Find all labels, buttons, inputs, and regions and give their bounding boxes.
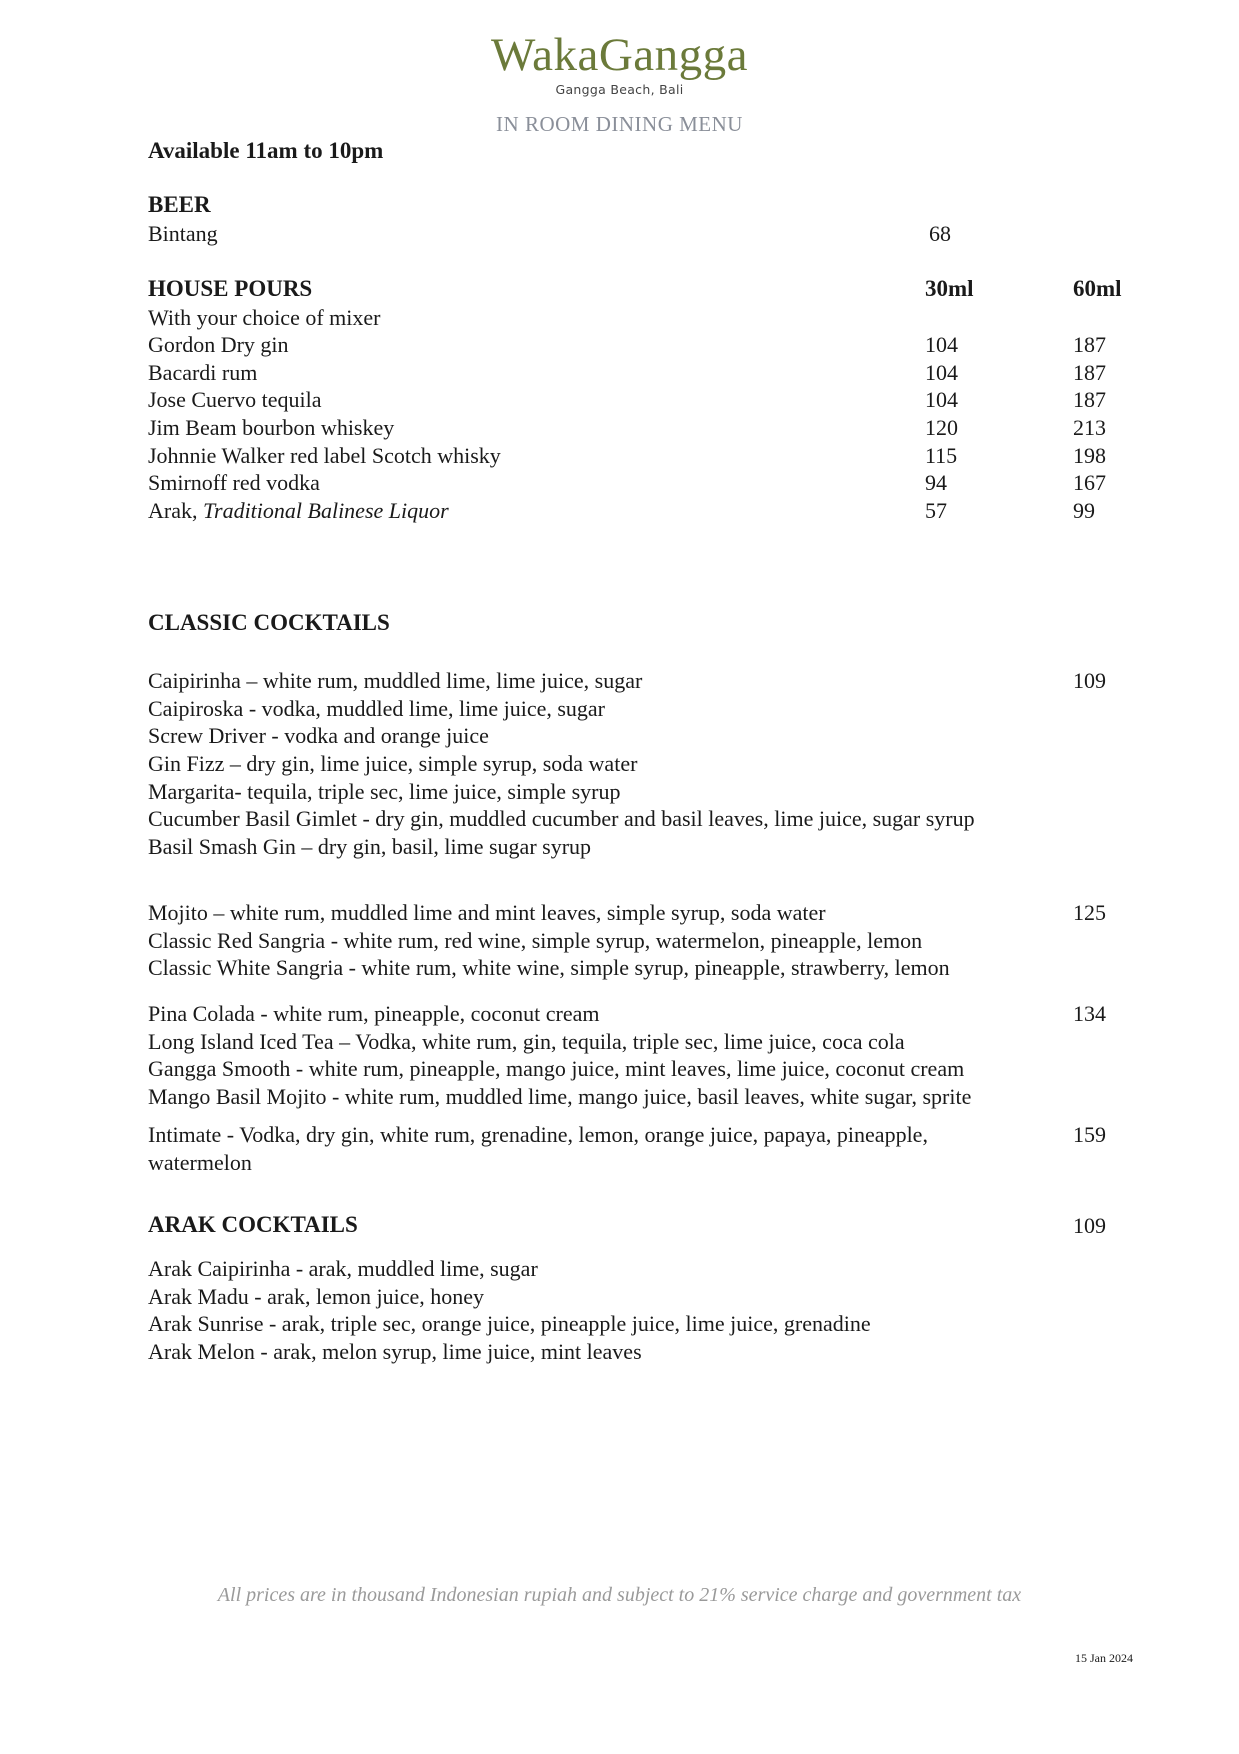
- price-30ml: 57: [925, 498, 947, 524]
- brand-location: Gangga Beach, Bali: [555, 82, 684, 97]
- list-item: Smirnoff red vodka: [148, 470, 320, 496]
- classic-group-2: [148, 899, 950, 982]
- list-item: Jose Cuervo tequila: [148, 387, 322, 413]
- group-price: 159: [1073, 1122, 1106, 1147]
- section-heading-classic-cocktails: CLASSIC COCKTAILS: [148, 610, 390, 635]
- price-30ml: 120: [925, 415, 958, 441]
- section-heading-house-pours: HOUSE POURS: [148, 276, 313, 301]
- list-item: Pina Colada - white rum, pineapple, coconut cream: [148, 1001, 600, 1026]
- house-pours-60ml-prices: [1073, 331, 1106, 525]
- house-pours-subtitle: With your choice of mixer: [148, 305, 381, 330]
- classic-group-3: [148, 1000, 971, 1111]
- item-name: Arak,: [148, 498, 203, 524]
- menu-date: 15 Jan 2024: [1075, 1651, 1133, 1665]
- list-item: Johnnie Walker red label Scotch whisky: [148, 442, 501, 468]
- column-header-60ml: 60ml: [1073, 276, 1122, 301]
- column-header-30ml: 30ml: [925, 276, 974, 301]
- list-item: Screw Driver - vodka and orange juice: [148, 723, 489, 749]
- arak-price: 109: [1073, 1213, 1106, 1238]
- price-30ml: 94: [925, 470, 947, 496]
- list-item: Long Island Iced Tea – Vodka, white rum, gin, tequila, triple sec, lime juice, coca cola: [148, 1028, 905, 1054]
- list-item: Jim Beam bourbon whiskey: [148, 415, 395, 441]
- availability-hours: Available 11am to 10pm: [148, 138, 384, 163]
- brand-logo: [0, 30, 1239, 97]
- price-30ml: 104: [925, 387, 958, 413]
- list-item: Classic White Sangria - white rum, white wine, simple syrup, pineapple, strawberry, lemon: [148, 955, 950, 981]
- list-item: Arak Sunrise - arak, triple sec, orange juice, pineapple juice, lime juice, grenadine: [148, 1311, 871, 1337]
- list-item: Mango Basil Mojito - white rum, muddled lime, mango juice, basil leaves, white sugar, sprite: [148, 1084, 972, 1110]
- list-item: Caipirinha – white rum, muddled lime, lime juice, sugar: [148, 668, 643, 693]
- price-60ml: 187: [1073, 359, 1106, 385]
- list-item: watermelon: [148, 1149, 252, 1175]
- price-60ml: 213: [1073, 415, 1106, 441]
- brand-name: WakaGangga: [491, 29, 748, 81]
- list-item: [148, 497, 501, 525]
- list-item: Caipiroska - vodka, muddled lime, lime juice, sugar: [148, 695, 606, 721]
- house-pours-30ml-prices: [925, 331, 958, 525]
- price-30ml: 104: [925, 332, 958, 357]
- classic-group-1: [148, 667, 975, 861]
- list-item: Classic Red Sangria - white rum, red wine, simple syrup, watermelon, pineapple, lemon: [148, 927, 923, 953]
- classic-group-4: [148, 1121, 928, 1176]
- list-item: Gin Fizz – dry gin, lime juice, simple syrup, soda water: [148, 751, 638, 777]
- arak-cocktails-list: [148, 1255, 871, 1366]
- price-30ml: 115: [925, 442, 958, 468]
- price-60ml: 187: [1073, 387, 1106, 413]
- list-item: Arak Caipirinha - arak, muddled lime, sugar: [148, 1256, 538, 1281]
- beer-item-price: 68: [929, 221, 951, 246]
- list-item: Basil Smash Gin – dry gin, basil, lime sugar syrup: [148, 834, 592, 860]
- list-item: Mojito – white rum, muddled lime and mint leaves, simple syrup, soda water: [148, 900, 826, 925]
- item-name-italic: Traditional Balinese Liquor: [202, 498, 449, 524]
- price-60ml: 198: [1073, 442, 1106, 468]
- group-price: 134: [1073, 1001, 1106, 1026]
- group-price: 125: [1073, 900, 1106, 925]
- beer-item-name: Bintang: [148, 221, 218, 246]
- list-item: Gordon Dry gin: [148, 332, 289, 357]
- house-pours-list: [148, 331, 501, 525]
- section-heading-arak-cocktails: ARAK COCKTAILS: [148, 1212, 358, 1237]
- group-price: 109: [1073, 668, 1106, 693]
- list-item: Arak Melon - arak, melon syrup, lime juice, mint leaves: [148, 1339, 642, 1365]
- section-heading-beer: BEER: [148, 192, 211, 217]
- price-30ml: 104: [925, 359, 958, 385]
- list-item: Intimate - Vodka, dry gin, white rum, grenadine, lemon, orange juice, papaya, pineapple,: [148, 1122, 928, 1147]
- list-item: Cucumber Basil Gimlet - dry gin, muddled cucumber and basil leaves, lime juice, sugar syrup: [148, 806, 975, 832]
- list-item: Gangga Smooth - white rum, pineapple, mango juice, mint leaves, lime juice, coconut cream: [148, 1056, 965, 1082]
- price-disclaimer: All prices are in thousand Indonesian rupiah and subject to 21% service charge and government tax: [217, 1584, 1022, 1606]
- price-60ml: 167: [1073, 470, 1106, 496]
- list-item: Arak Madu - arak, lemon juice, honey: [148, 1283, 484, 1309]
- price-60ml: 99: [1073, 498, 1095, 524]
- list-item: Bacardi rum: [148, 359, 258, 385]
- list-item: Margarita- tequila, triple sec, lime juice, simple syrup: [148, 778, 621, 804]
- menu-title: IN ROOM DINING MENU: [496, 112, 743, 136]
- price-60ml: 187: [1073, 332, 1106, 357]
